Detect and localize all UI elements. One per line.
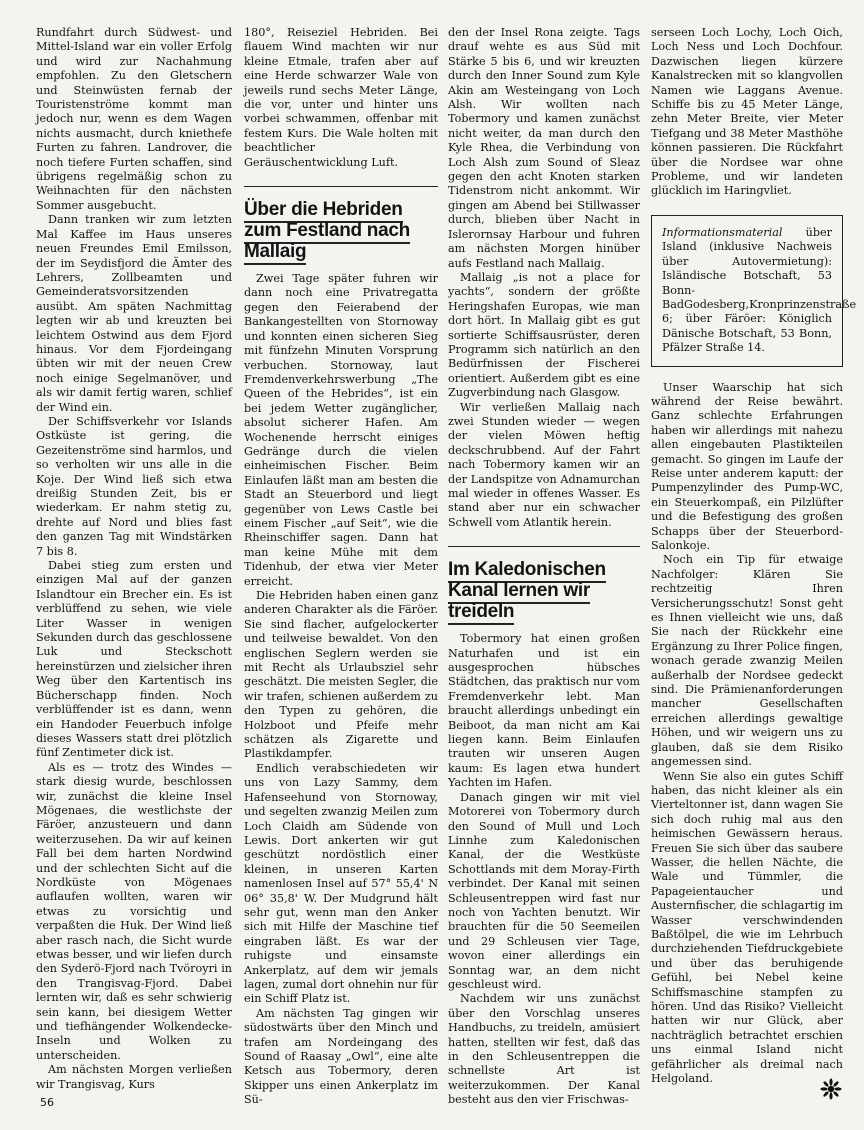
paragraph: Am nächsten Tag gingen wir südostwärts über den Minch und trafen am Nordeingang des Sound of Raasay „Owl“, eine alte Ketsch aus Tobermory, deren Skipper uns einen Ankerplatz im Sü-: [244, 1006, 438, 1107]
paragraph: Unser Waarschip hat sich während der Reise bewährt. Ganz schlechte Erfahrungen haben wir allerdings mit nahezu allen eingebauten Plastikteilen gemacht. So gingen im Laufe der Reise unter anderem kaputt: der Pumpenzylinder des Pump-WC, ein Steuerkompaß, ein Pilzlüfter und die Befestigung des großen Schapps über der Steuerbord-Salonkoje.: [651, 380, 843, 552]
section-heading-text: Über die Hebriden zum Festland nach Mallaig: [244, 199, 410, 265]
paragraph: Zwei Tage später fuhren wir dann noch eine Privatregatta gegen den Feierabend der Bankangestellten von Stornoway und konnten einen sicheren Sieg mit fünfzehn Minuten Vorsprung verbuchen. Stornoway, laut Fremdenverkehrswerbung „The Queen of the Hebrides“, ist ein bei jedem Wetter zugänglicher, absolut sicherer Hafen. Am Wochenende herrscht einiges Gedränge durch die vielen einheimischen Fischer. Beim Einlaufen läßt man am besten die Stadt an Steuerbord und liegt gegenüber von Lews Castle bei einem Fischer „auf Seit“, wie die Rheinschiffer sagen. Dann hat man keine Mühe mit dem Tidenhub, der etwa vier Meter erreicht.: [244, 272, 438, 588]
column-1: [36, 26, 232, 1092]
paragraph: Die Hebriden haben einen ganz anderen Charakter als die Färöer. Sie sind flacher, aufgelockerter und teilweise bewaldet. Von den englischen Seglern werden sie mit Recht als Urlaubsziel sehr geschätzt. Die meisten Segler, die wir trafen, schienen außerdem zu den Typen zu gehören, die Holzboot und Pfeife mehr schätzen als Zigarette und Plastikdampfer.: [244, 589, 438, 761]
section-heading-hebriden: [244, 186, 438, 262]
paragraph: 180°, Reiseziel Hebriden. Bei flauem Wind machten wir nur kleine Etmale, trafen aber auf eine Herde schwarzer Wale von jeweils rund sechs Meter Länge, die vor, unter und hinter uns vorbei schwammen, offenbar mit festem Kurs. Die Wale holten mit beachtlicher Geräuschentwicklung Luft.: [244, 26, 438, 169]
paragraph: Wenn Sie also ein gutes Schiff haben, das nicht kleiner als ein Vierteltonner ist, dann wagen Sie sich doch ruhig mal aus den heimischen Gewässern heraus. Freuen Sie sich über das saubere Wasser, die hellen Nächte, die Wale und Tümmler, die Papageientaucher und Austernfischer, die schlagartig im Wasser verschwindenden Baßtölpel, die wie im Lehrbuch durchziehenden Tiefdruckgebiete und über das beruhigende Gefühl, bei Nebel keine Schiffsmaschine stampfen zu hören. Und das Risiko? Vielleicht hatten wir nur Glück, aber nachträglich betrachtet erschien uns einmal Island nicht gefährlicher als dreimal nach Helgoland.: [651, 769, 843, 1086]
paragraph: Nachdem wir uns zunächst über den Vorschlag unseres Handbuchs, zu treideln, amüsiert hatten, stellten wir fest, daß das in den Schleusentreppen die schnellste Art ist weiterzukommen. Der Kanal besteht aus den vier Frischwas-: [448, 992, 640, 1107]
page-number: 56: [40, 1096, 54, 1109]
paragraph: Als es — trotz des Windes — stark diesig wurde, beschlossen wir, zunächst die kleine Insel Mögenaes, die westlichste der Färöer, anzusteuern und dann weiterzusehen. Da wir auf keinen Fall bei dem harten Nordwind und der schlechten Sicht auf die Nordküste von Mögenaes auflaufen wollten, waren wir etwas zu vorsichtig und verpaßten die Huk. Der Wind ließ aber rasch nach, die Sicht wurde etwas besser, und wir liefen durch den Syderö-Fjord nach Tvöroyri in den Trangisvag-Fjord. Dabei lernten wir, daß es sehr schwierig sein kann, bei diesigem Wetter und tiefhängender Wolkendecke-Inseln und Wolken zu unterscheiden.: [36, 760, 232, 1062]
paragraph: Tobermory hat einen großen Naturhafen und ist ein ausgesprochen hübsches Städtchen, das praktisch nur vom Fremdenverkehr lebt. Man braucht allerdings unbedingt ein Beiboot, da man nicht am Kai liegen kann. Beim Einlaufen trauten wir unseren Augen kaum: Es lagen etwa hundert Yachten im Hafen.: [448, 632, 640, 790]
paragraph: Danach gingen wir mit viel Motorerei von Tobermory durch den Sound of Mull und Loch Linnhe zum Kaledonischen Kanal, der die Westküste Schottlands mit dem Moray-Firth verbindet. Der Kanal mit seinen Schleusentreppen wird fast nur noch von Yachten benutzt. Wir brauchten für die 50 Seemeilen und 29 Schleusen vier Tage, wovon einer allerdings ein Sonntag war, an dem nicht geschleust wird.: [448, 790, 640, 991]
info-box: [651, 215, 857, 367]
paragraph: Mallaig „is not a place for yachts“, sondern der größte Heringshafen Europas, wie man dort hört. In Mallaig gibt es gut sortierte Schiffsausrüster, deren Programm sich natürlich an den Bedürfnissen der Fischerei orientiert. Außerdem gibt es eine Zugverbindung nach Glasgow.: [448, 270, 640, 400]
paragraph: Dabei stieg zum ersten und einzigen Mal auf der ganzen Islandtour ein Brecher ein. Es ist verblüffend zu sehen, wie viele Liter Wasser in wenigen Sekunden durch das geschlossene Luk und Steckschott hereinstürzen und zielsicher ihren Weg über den Kartentisch ins Bücherschapp finden. Noch verblüffender ist es dann, wenn ein Handoder Feuerbuch infolge dieses Wassers statt drei plötzlich fünf Zentimeter dick ist.: [36, 559, 232, 760]
paragraph: Der Schiffsverkehr vor Islands Ostküste ist gering, die Gezeitenströme sind harmlos, und so verholten wir uns alle in die Koje. Der Wind ließ sich etwa dreißig Stunden Zeit, bis er wiederkam. Er nahm stetig zu, drehte auf Nord und blies fast den ganzen Tag mit Windstärken 7 bis 8.: [36, 414, 232, 558]
section-heading-text: Im Kaledonischen Kanal lernen wir treideln: [448, 559, 606, 625]
paragraph: serseen Loch Lochy, Loch Oich, Loch Ness und Loch Dochfour. Dazwischen liegen kürzere Kanalstrecken mit so klangvollen Namen wie Laggans Avenue. Schiffe bis zu 45 Meter Länge, zehn Meter Breite, vier Meter Tiefgang und 38 Meter Masthöhe können passieren. Die Rückfahrt über die Nordsee war ohne Probleme, und wir landeten glücklich im Haringvliet.: [651, 26, 843, 198]
paragraph: Wir verließen Mallaig nach zwei Stunden wieder — wegen der vielen Möwen heftig deckschrubbend. Auf der Fahrt nach Tobermory kamen wir an der Landspitze von Adnamurchan mal wieder in offenes Wasser. Es stand aber nur ein schwacher Schwell vom Atlantik herein.: [448, 400, 640, 529]
paragraph: Noch ein Tip für etwaige Nachfolger: Klären Sie rechtzeitig Ihren Versicherungsschutz! Sonst geht es Ihnen vielleicht wie uns, daß Sie nach der Rückkehr eine Ergänzung zu Ihrer Police fingen, wonach gerade zwanzig Meilen außerhalb der Nordsee gedeckt sind. Die Prämienanforderungen mancher Gesellschaften erreichen allerdings gewaltige Höhen, und wir weigern uns zu glauben, daß sie dem Risiko angemessen sind.: [651, 553, 843, 769]
paragraph: Dann tranken wir zum letzten Mal Kaffee im Haus unseres neuen Freundes Emil Emilsson, der im Seydisfjord die Ämter des Lehrers, Zollbeamten und Gemeinderatsvorsitzenden ausübt. Am späten Nachmittag legten wir ab und kreuzten bei leichtem Ostwind aus dem Fjord hinaus. Vor dem Fjordeingang übten wir mit der neuen Crew noch einige Segelmanöver, und als wir damit fertig waren, schlief der Wind ein.: [36, 213, 232, 414]
paragraph: Endlich verabschiedeten wir uns von Lazy Sammy, dem Hafenseehund von Stornoway, und segelten zwanzig Meilen zum Loch Claidh am Südende von Lewis. Dort ankerten wir gut geschützt nordöstlich einer kleinen, in unseren Karten namenlosen Insel auf 57° 55,4' N 06° 35,8' W. Der Mudgrund hält sehr gut, wenn man den Anker sich mit Hilfe der Maschine tief eingraben läßt. Es war der ruhigste und einsamste Ankerplatz, auf dem wir jemals lagen, zumal dort ohnehin nur für ein Schiff Platz ist.: [244, 761, 438, 1006]
info-box-text: über Island (inklusive Nachweis über Autovermietung): Isländische Botschaft, 53 Bonn-BadGodesberg,Kronprinzenstraße 6; über Färöer: Königlich Dänische Botschaft, 53 Bonn, Pfälzer Straße 14.: [662, 225, 857, 355]
column-3: [448, 26, 640, 1108]
info-box-label: Informationsmaterial: [662, 225, 783, 239]
paragraph: Rundfahrt durch Südwest- und Mittel-Island war ein voller Erfolg und wird zur Nachahmung empfohlen. Zu den Gletschern und Steinwüsten fernab der Touristenströme kommt man jedoch nur, wenn es dem Wagen nichts ausmacht, durch kniethefe Furten zu fahren. Landrover, die noch tiefere Furten schaffen, sind übrigens regelmäßig schon zu Weihnachten für den nächsten Sommer ausgebucht.: [36, 26, 232, 212]
section-heading-kanal: [448, 546, 640, 622]
column-4: [651, 26, 857, 1086]
paragraph: den der Insel Rona zeigte. Tags drauf wehte es aus Süd mit Stärke 5 bis 6, und wir kreuzten durch den Inner Sound zum Kyle Akin am Westeingang von Loch Alsh. Wir wollten nach Tobermory und kamen zunächst nicht weiter, da man durch den Kyle Rhea, die Verbindung von Loch Alsh zum Sound of Sleaz gegen den acht Knoten starken Tidenstrom nicht ankommt. Wir gingen am Abend bei Stillwasser durch, blieben über Nacht in Islerornsay Harbour und fuhren am nächsten Morgen hinüber aufs Festland nach Mallaig.: [448, 26, 640, 270]
column-2: [244, 26, 438, 1108]
rosette-logo-icon: [820, 1078, 842, 1100]
paragraph: Am nächsten Morgen verließen wir Trangisvag, Kurs: [36, 1063, 232, 1091]
